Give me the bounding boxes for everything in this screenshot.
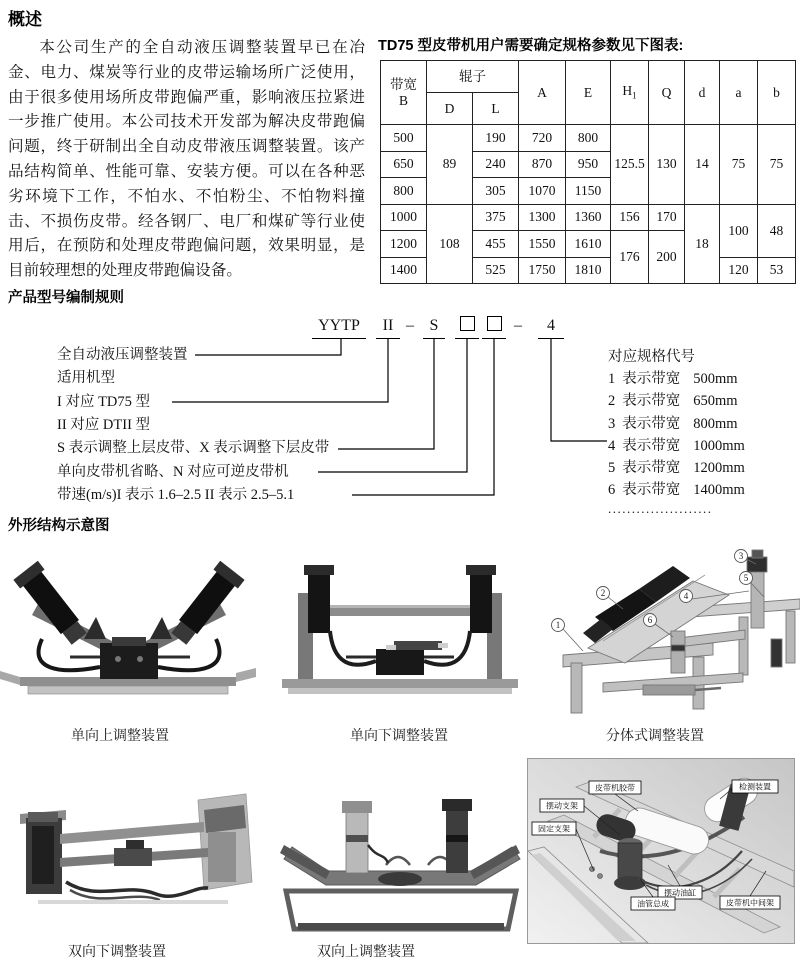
- spec-cell: 1400: [381, 257, 427, 284]
- part-label: 固定支架: [538, 824, 570, 834]
- spec-cell: 1070: [519, 178, 566, 205]
- model-rule-label: 全自动液压调整装置: [57, 347, 188, 363]
- figure-split-type-image: [543, 545, 800, 725]
- spec-header-cell: b: [758, 61, 796, 125]
- spec-header-cell: L: [473, 93, 519, 125]
- model-code-dash: –: [514, 317, 522, 334]
- structure-heading: 外形结构示意图: [8, 518, 110, 534]
- spec-cell: 1750: [519, 257, 566, 284]
- spec-cell: 1300: [519, 204, 566, 231]
- spec-code-list: [608, 346, 745, 520]
- spec-header-cell: Q: [649, 61, 685, 125]
- model-rule-label: I 对应 TD75 型: [57, 393, 151, 410]
- spec-cell: 48: [758, 204, 796, 257]
- spec-cell: 525: [473, 257, 519, 284]
- spec-cell: 800: [566, 125, 611, 152]
- spec-header-cell: A: [519, 61, 566, 125]
- spec-cell: 170: [649, 204, 685, 231]
- spec-table-title: TD75 型皮带机用户需要确定规格参数见下图表:: [378, 38, 684, 54]
- callout-icon: 5: [743, 573, 749, 583]
- spec-code-item: 6 表示带宽 1400mm: [608, 482, 745, 499]
- spec-cell: 100: [720, 204, 758, 257]
- figure-caption: 双向下调整装置: [68, 945, 166, 960]
- model-code-box-placeholder: [482, 314, 506, 339]
- spec-cell: 18: [685, 204, 720, 284]
- spec-cell: 1610: [566, 231, 611, 258]
- spec-code-heading: 对应规格代号: [608, 349, 695, 365]
- model-rule-label: II 对应 DTII 型: [57, 416, 151, 433]
- spec-cell: 720: [519, 125, 566, 152]
- model-code-layer: S: [423, 314, 445, 339]
- spec-cell: 800: [381, 178, 427, 205]
- spec-header-cell: D: [427, 93, 473, 125]
- figure-down-double-image: [8, 772, 256, 934]
- spec-header-cell: $H_1$: [611, 61, 649, 125]
- callout-icon: 2: [600, 588, 606, 598]
- figure-down-single-image: [268, 553, 532, 726]
- spec-header-cell: 带宽 B: [381, 61, 427, 125]
- spec-cell: 14: [685, 125, 720, 205]
- spec-header-cell: 辊子: [427, 61, 519, 93]
- model-code-brand: YYTP: [312, 314, 366, 339]
- figure-up-double-image: [268, 783, 532, 935]
- spec-cell: 305: [473, 178, 519, 205]
- callout-icon: 3: [738, 551, 744, 561]
- model-rule-label: 带速(m/s)I 表示 1.6–2.5 II 表示 2.5–5.1: [57, 486, 295, 503]
- spec-cell: 870: [519, 151, 566, 178]
- spec-cell: 1550: [519, 231, 566, 258]
- spec-cell: 75: [758, 125, 796, 205]
- spec-cell: 89: [427, 125, 473, 205]
- part-label: 检测装置: [739, 782, 771, 792]
- spec-cell: 120: [720, 257, 758, 284]
- spec-cell: 130: [649, 125, 685, 205]
- spec-cell: 240: [473, 151, 519, 178]
- spec-cell: 1810: [566, 257, 611, 284]
- spec-code-item: 1 表示带宽 500mm: [608, 371, 738, 387]
- spec-cell: 125.5: [611, 125, 649, 205]
- spec-cell: 75: [720, 125, 758, 205]
- spec-code-ellipsis: ......................: [608, 500, 713, 516]
- spec-cell: 53: [758, 257, 796, 284]
- spec-header-cell: a: [720, 61, 758, 125]
- model-rule-label: S 表示调整上层皮带、X 表示调整下层皮带: [57, 440, 330, 457]
- figure-caption: 分体式调整装置: [606, 729, 704, 744]
- spec-cell: 375: [473, 204, 519, 231]
- model-rule-label: 单向皮带机省略、N 对应可逆皮带机: [57, 463, 289, 480]
- part-label: 油管总成: [637, 899, 669, 909]
- figure-caption: 单向上调整装置: [71, 729, 169, 744]
- model-code-dash: –: [406, 317, 414, 334]
- model-code-type: II: [376, 314, 400, 339]
- callout-icon: 1: [555, 620, 561, 630]
- part-label: 摆动支架: [546, 801, 578, 811]
- part-label: 皮带机中间架: [726, 898, 774, 908]
- model-code-spec: 4: [538, 314, 564, 339]
- spec-cell: 950: [566, 151, 611, 178]
- spec-cell: 455: [473, 231, 519, 258]
- model-rules-heading: 产品型号编制规则: [8, 290, 124, 306]
- spec-cell: 1360: [566, 204, 611, 231]
- spec-cell: 500: [381, 125, 427, 152]
- spec-cell: 176: [611, 231, 649, 284]
- spec-cell: 1150: [566, 178, 611, 205]
- spec-code-item: 2 表示带宽 650mm: [608, 393, 738, 410]
- spec-cell: 650: [381, 151, 427, 178]
- spec-cell: 1200: [381, 231, 427, 258]
- spec-cell: 1000: [381, 204, 427, 231]
- part-label: 皮带机胶带: [595, 783, 635, 793]
- spec-cell: 190: [473, 125, 519, 152]
- overview-paragraph: 本公司生产的全自动液压调整装置早已在冶金、电力、煤炭等行业的皮带运输场所广泛使用，由于很多使用场所皮带跑偏严重，影响液压拉紧进一步推广使用。本公司技术开发部为解决皮带跑偏问题，终于研制出全自动皮带液压调整装置。该产品结构简单、性能可靠、安装方便。可以在各种恶劣环境下工作，不怕水、不怕粉尘、不怕物料撞击、不损伤皮带。经各钢厂、电厂和煤矿等行业使用后，在预防和处理皮带跑偏问题，效果明显，是目前较理想的处理皮带跑偏设备。: [8, 39, 365, 280]
- spec-code-item: 5 表示带宽 1200mm: [608, 460, 745, 477]
- spec-cell: 156: [611, 204, 649, 231]
- figure-installation-diagram: [527, 758, 795, 944]
- spec-code-item: 4 表示带宽 1000mm: [608, 437, 745, 454]
- spec-table: [380, 60, 796, 284]
- part-label: 摆动油缸: [664, 888, 696, 898]
- figure-caption: 单向下调整装置: [350, 729, 448, 744]
- spec-header-cell: E: [566, 61, 611, 125]
- callout-icon: 4: [683, 591, 689, 601]
- spec-cell: 108: [427, 204, 473, 284]
- model-code-box-placeholder: [455, 314, 479, 339]
- spec-code-item: 3 表示带宽 800mm: [608, 415, 738, 432]
- model-code-diagram: [0, 308, 800, 514]
- figure-up-single-image: [0, 553, 258, 723]
- spec-header-cell: d: [685, 61, 720, 125]
- model-rule-label: 适用机型: [57, 370, 115, 387]
- figure-caption: 双向上调整装置: [317, 945, 415, 960]
- spec-cell: 200: [649, 231, 685, 284]
- overview-heading: 概述: [8, 10, 42, 29]
- callout-icon: 6: [647, 615, 653, 625]
